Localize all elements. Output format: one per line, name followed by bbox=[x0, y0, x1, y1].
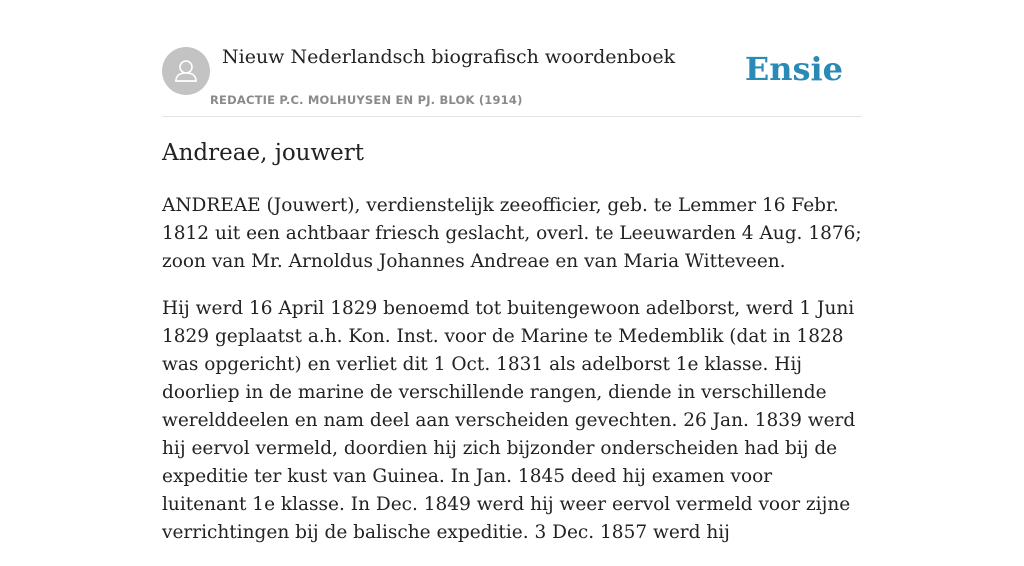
entry-paragraph: ANDREAE (Jouwert), verdienstelijk zeeofficier, geb. te Lemmer 16 Febr. 1812 uit een achtbaar friesch geslacht, overl. te Leeuwarden 4 Aug. 1876; zoon van Mr. Arnoldus Johannes Andreae en van Maria Witteveen. bbox=[162, 195, 862, 272]
avatar[interactable] bbox=[162, 47, 210, 95]
entry-paragraph: Hij werd 16 April 1829 benoemd tot buitengewoon adelborst, werd 1 Juni 1829 geplaatst a.h. Kon. Inst. voor de Marine te Medemblik (dat in 1828 was opgericht) en verliet dit 1 Oct. 1831 als adelborst 1e klasse. Hij doorliep in de marine de verschillende rangen, diende in verschillende werelddeelen en nam deel aan verscheiden gevechten. 26 Jan. 1839 werd hij eervol vermeld, doordien hij zich bijzonder onderscheiden had bij de expeditie ter kust van Guinea. In Jan. 1845 deed hij examen voor luitenant 1e klasse. In Dec. 1849 werd hij weer eervol vermeld voor zijne verrichtingen bij de balische expeditie. 3 Dec. 1857 werd hij bbox=[162, 298, 856, 543]
brand-logo[interactable]: Ensie bbox=[744, 50, 843, 88]
source-header bbox=[162, 46, 862, 117]
source-title[interactable]: Nieuw Nederlandsch biografisch woordenboek bbox=[222, 46, 676, 68]
entry-title: Andreae, jouwert bbox=[162, 140, 365, 166]
person-icon bbox=[162, 47, 210, 95]
source-editors: REDACTIE P.C. MOLHUYSEN EN PJ. BLOK (1914) bbox=[210, 93, 523, 107]
entry-body bbox=[162, 192, 862, 566]
